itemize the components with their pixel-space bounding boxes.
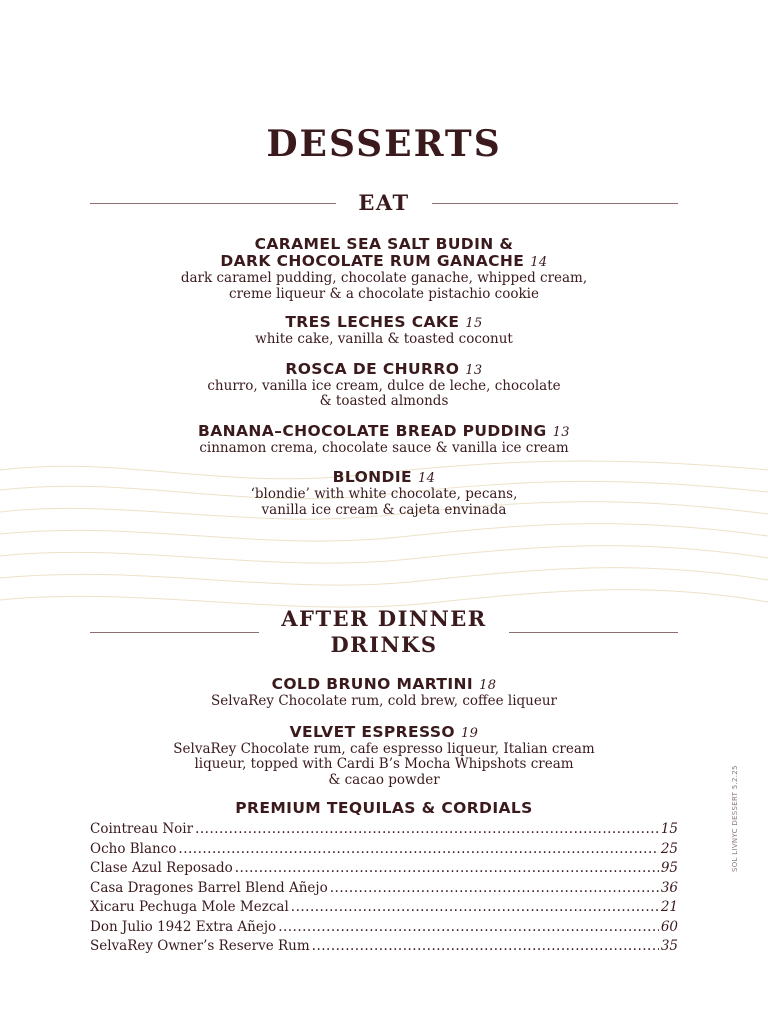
- price-list-row: [90, 937, 678, 957]
- price-list-name: Cointreau Noir: [90, 821, 194, 837]
- drinks-menu-list: [0, 676, 768, 788]
- price-list-name: Don Julio 1942 Extra Añejo: [90, 918, 277, 935]
- price-list-price: 21: [660, 899, 678, 915]
- price-list-name: SelvaRey Owner’s Reserve Rum: [90, 938, 310, 954]
- price-list-price: 15: [660, 821, 678, 837]
- menu-item-name: CARAMEL SEA SALT BUDIN &: [254, 235, 514, 253]
- menu-item-description: SelvaRey Chocolate rum, cold brew, coffee liqueur: [211, 693, 557, 709]
- premium-price-list: [90, 820, 678, 957]
- price-list-price: 36: [660, 879, 678, 896]
- menu-item: [0, 724, 768, 789]
- price-list-price: 35: [660, 938, 678, 954]
- menu-item: [0, 423, 768, 457]
- menu-item-description: dark caramel pudding, chocolate ganache, whipped cream,: [180, 270, 588, 286]
- menu-item-price: 13: [552, 424, 570, 440]
- price-list-row: [90, 879, 678, 899]
- price-list-row: [90, 859, 678, 879]
- leader-dots: [330, 879, 659, 899]
- leader-dots: [312, 937, 659, 957]
- menu-item-name: BLONDIE 14: [332, 468, 436, 486]
- menu-item-name: TRES LECHES CAKE 15: [285, 313, 483, 331]
- eat-menu-list: [0, 236, 768, 518]
- menu-item-description: & toasted almonds: [319, 393, 449, 409]
- menu-item-price: 14: [530, 255, 548, 270]
- section-header-drinks: [90, 606, 678, 658]
- section-title-eat: EAT: [358, 190, 410, 215]
- menu-item: [0, 361, 768, 410]
- menu-item-name: COLD BRUNO MARTINI 18: [271, 675, 497, 693]
- menu-version-code: SOL LIVNYC DESSERT 5.2.25: [731, 765, 739, 872]
- menu-item: [0, 676, 768, 710]
- menu-item-name-line: DARK CHOCOLATE RUM GANACHE 14: [220, 252, 548, 270]
- leader-dots: [278, 918, 659, 938]
- divider-right: [509, 632, 678, 633]
- premium-heading: PREMIUM TEQUILAS & CORDIALS: [235, 799, 533, 817]
- menu-item-description: creme liqueur & a chocolate pistachio cookie: [229, 285, 539, 302]
- leader-dots: [291, 898, 659, 918]
- menu-item-price: 13: [465, 362, 483, 378]
- section-title-drinks: AFTER DINNER DRINKS: [281, 606, 487, 657]
- price-list-name: Xicaru Pechuga Mole Mezcal: [90, 899, 289, 915]
- price-list-row: [90, 918, 678, 938]
- section-header-eat: [90, 190, 678, 216]
- menu-item-description: cinnamon crema, chocolate sauce & vanilla ice cream: [199, 439, 569, 456]
- price-list-price: 95: [660, 860, 678, 876]
- leader-dots: [178, 840, 658, 860]
- price-list-price: 25: [660, 840, 678, 857]
- menu-item: [0, 314, 768, 348]
- price-list-name: Ocho Blanco: [90, 840, 177, 857]
- menu-item-price: 18: [479, 678, 497, 693]
- price-list-name: Casa Dragones Barrel Blend Añejo: [90, 879, 328, 896]
- price-list-price: 60: [660, 918, 678, 935]
- price-list-row: [90, 840, 678, 860]
- menu-item: [0, 469, 768, 518]
- menu-item-description: ‘blondie’ with white chocolate, pecans,: [250, 486, 518, 502]
- menu-item-description: vanilla ice cream & cajeta envinada: [261, 501, 507, 518]
- price-list-name: Clase Azul Reposado: [90, 860, 233, 876]
- menu-item-price: 15: [465, 316, 483, 331]
- menu-item-name: ROSCA DE CHURRO 13: [285, 359, 483, 378]
- menu-item: [0, 236, 768, 302]
- menu-item-name: BANANA–CHOCOLATE BREAD PUDDING 13: [198, 421, 570, 440]
- page-title: DESSERTS: [266, 123, 502, 165]
- price-list-row: [90, 820, 678, 840]
- menu-item-name: VELVET ESPRESSO 19: [289, 722, 479, 741]
- price-list-row: [90, 898, 678, 918]
- leader-dots: [235, 859, 659, 879]
- leader-dots: [195, 820, 659, 840]
- menu-item-description: churro, vanilla ice cream, dulce de leche, chocolate: [207, 377, 561, 394]
- menu-item-description: white cake, vanilla & toasted coconut: [255, 331, 513, 347]
- menu-item-price: 19: [460, 725, 479, 741]
- menu-item-description: SelvaRey Chocolate rum, cafe espresso liqueur, Italian cream: [173, 740, 595, 757]
- divider-right: [432, 203, 678, 204]
- divider-left: [90, 632, 259, 633]
- menu-item-price: 14: [417, 471, 436, 486]
- menu-item-description: & cacao powder: [328, 771, 440, 788]
- menu-item-description: liqueur, topped with Cardi B’s Mocha Whipshots cream: [194, 756, 574, 772]
- divider-left: [90, 203, 336, 204]
